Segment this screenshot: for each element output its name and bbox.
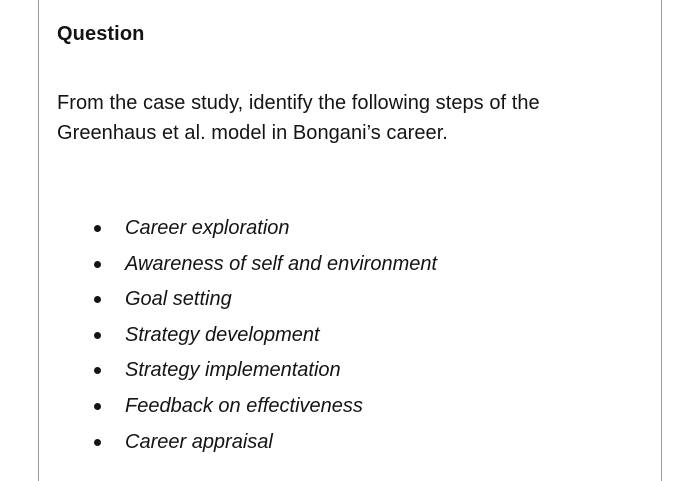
question-panel <box>38 0 662 481</box>
bullet-icon <box>94 439 101 446</box>
bullet-icon <box>94 367 101 374</box>
list-item <box>94 318 437 354</box>
step-label: Awareness of self and environment <box>125 252 438 275</box>
bullet-icon <box>94 261 101 268</box>
step-label: Career appraisal <box>125 430 273 453</box>
question-prompt-line-2: Greenhaus et al. model in Bongani’s career. <box>57 122 448 144</box>
list-item <box>94 389 437 425</box>
step-label: Strategy implementation <box>125 359 341 382</box>
list-item <box>94 211 437 247</box>
bullet-icon <box>94 225 101 232</box>
step-label: Career exploration <box>125 217 290 239</box>
career-steps-list <box>94 211 437 460</box>
question-prompt-line-1: From the case study, identify the following steps of the <box>57 92 540 114</box>
question-prompt <box>57 88 617 148</box>
bullet-icon <box>94 332 101 339</box>
list-item <box>94 282 437 318</box>
question-heading: Question <box>57 23 145 45</box>
bullet-icon <box>94 296 101 303</box>
list-item <box>94 247 437 283</box>
bullet-icon <box>94 403 101 410</box>
step-label: Feedback on effectiveness <box>125 394 363 417</box>
step-label: Strategy development <box>125 323 320 346</box>
step-label: Goal setting <box>125 288 232 311</box>
list-item <box>94 425 437 461</box>
list-item <box>94 353 437 389</box>
